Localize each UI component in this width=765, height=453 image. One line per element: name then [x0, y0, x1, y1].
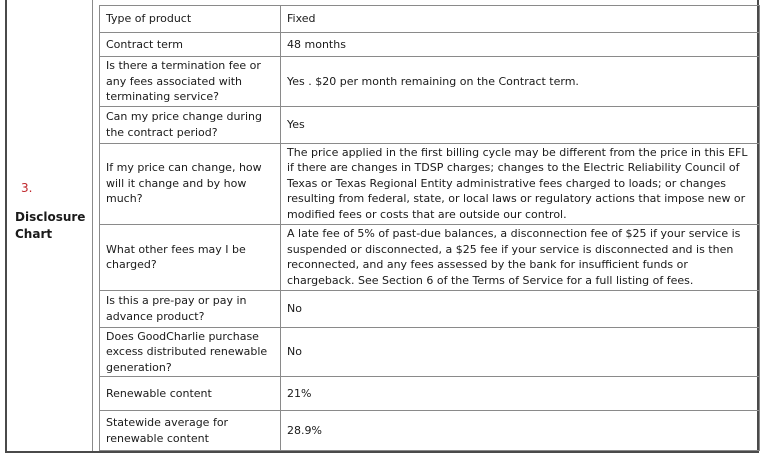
table-row — [100, 106, 760, 143]
answer-cell: No — [281, 290, 760, 327]
question-cell: Renewable content — [100, 377, 281, 411]
question-cell: Can my price change during the contract period? — [100, 106, 281, 143]
question-cell: If my price can change, how will it change and by how much? — [100, 143, 281, 224]
question-cell: What other fees may I be charged? — [100, 224, 281, 290]
answer-cell: 48 months — [281, 33, 760, 57]
answer-cell: Yes — [281, 106, 760, 143]
disclosure-chart-section — [5, 0, 759, 453]
answer-cell: Yes . $20 per month remaining on the Contract term. — [281, 57, 760, 107]
question-cell: Contract term — [100, 33, 281, 57]
answer-cell: No — [281, 327, 760, 377]
section-label-column — [7, 0, 93, 451]
question-cell: Is this a pre-pay or pay in advance product? — [100, 290, 281, 327]
question-cell: Type of product — [100, 6, 281, 33]
section-title-line-2: Chart — [15, 227, 53, 241]
table-row — [100, 377, 760, 411]
table-row — [100, 143, 760, 224]
answer-cell: Fixed — [281, 6, 760, 33]
question-cell: Statewide average for renewable content — [100, 411, 281, 451]
table-row — [100, 33, 760, 57]
table-row — [100, 411, 760, 451]
section-number: 3. — [21, 181, 33, 195]
question-cell: Does GoodCharlie purchase excess distributed renewable generation? — [100, 327, 281, 377]
table-row — [100, 327, 760, 377]
table-row — [100, 57, 760, 107]
answer-cell: 21% — [281, 377, 760, 411]
table-row — [100, 6, 760, 33]
table-row — [100, 224, 760, 290]
answer-cell: The price applied in the first billing cycle may be different from the price in this EFL if there are changes in TDSP charges; changes to the Electric Reliability Council of Texas or Texas Regional Entity administrative fees charged to loads; or changes resulting from federal, state, or local laws or regulatory actions that impose new or modified fees or costs that are outside our control. — [281, 143, 760, 224]
table-row — [100, 290, 760, 327]
question-cell: Is there a termination fee or any fees associated with terminating service? — [100, 57, 281, 107]
disclosure-table — [99, 5, 760, 451]
section-title-line-1: Disclosure — [15, 210, 86, 224]
answer-cell: 28.9% — [281, 411, 760, 451]
answer-cell: A late fee of 5% of past-due balances, a disconnection fee of $25 if your service is suspended or disconnected, a $25 fee if your service is disconnected and is then reconnected, and any fees assessed by the bank for insufficient funds or chargeback. See Section 6 of the Terms of Service for a full listing of fees. — [281, 224, 760, 290]
section-title — [15, 209, 85, 243]
